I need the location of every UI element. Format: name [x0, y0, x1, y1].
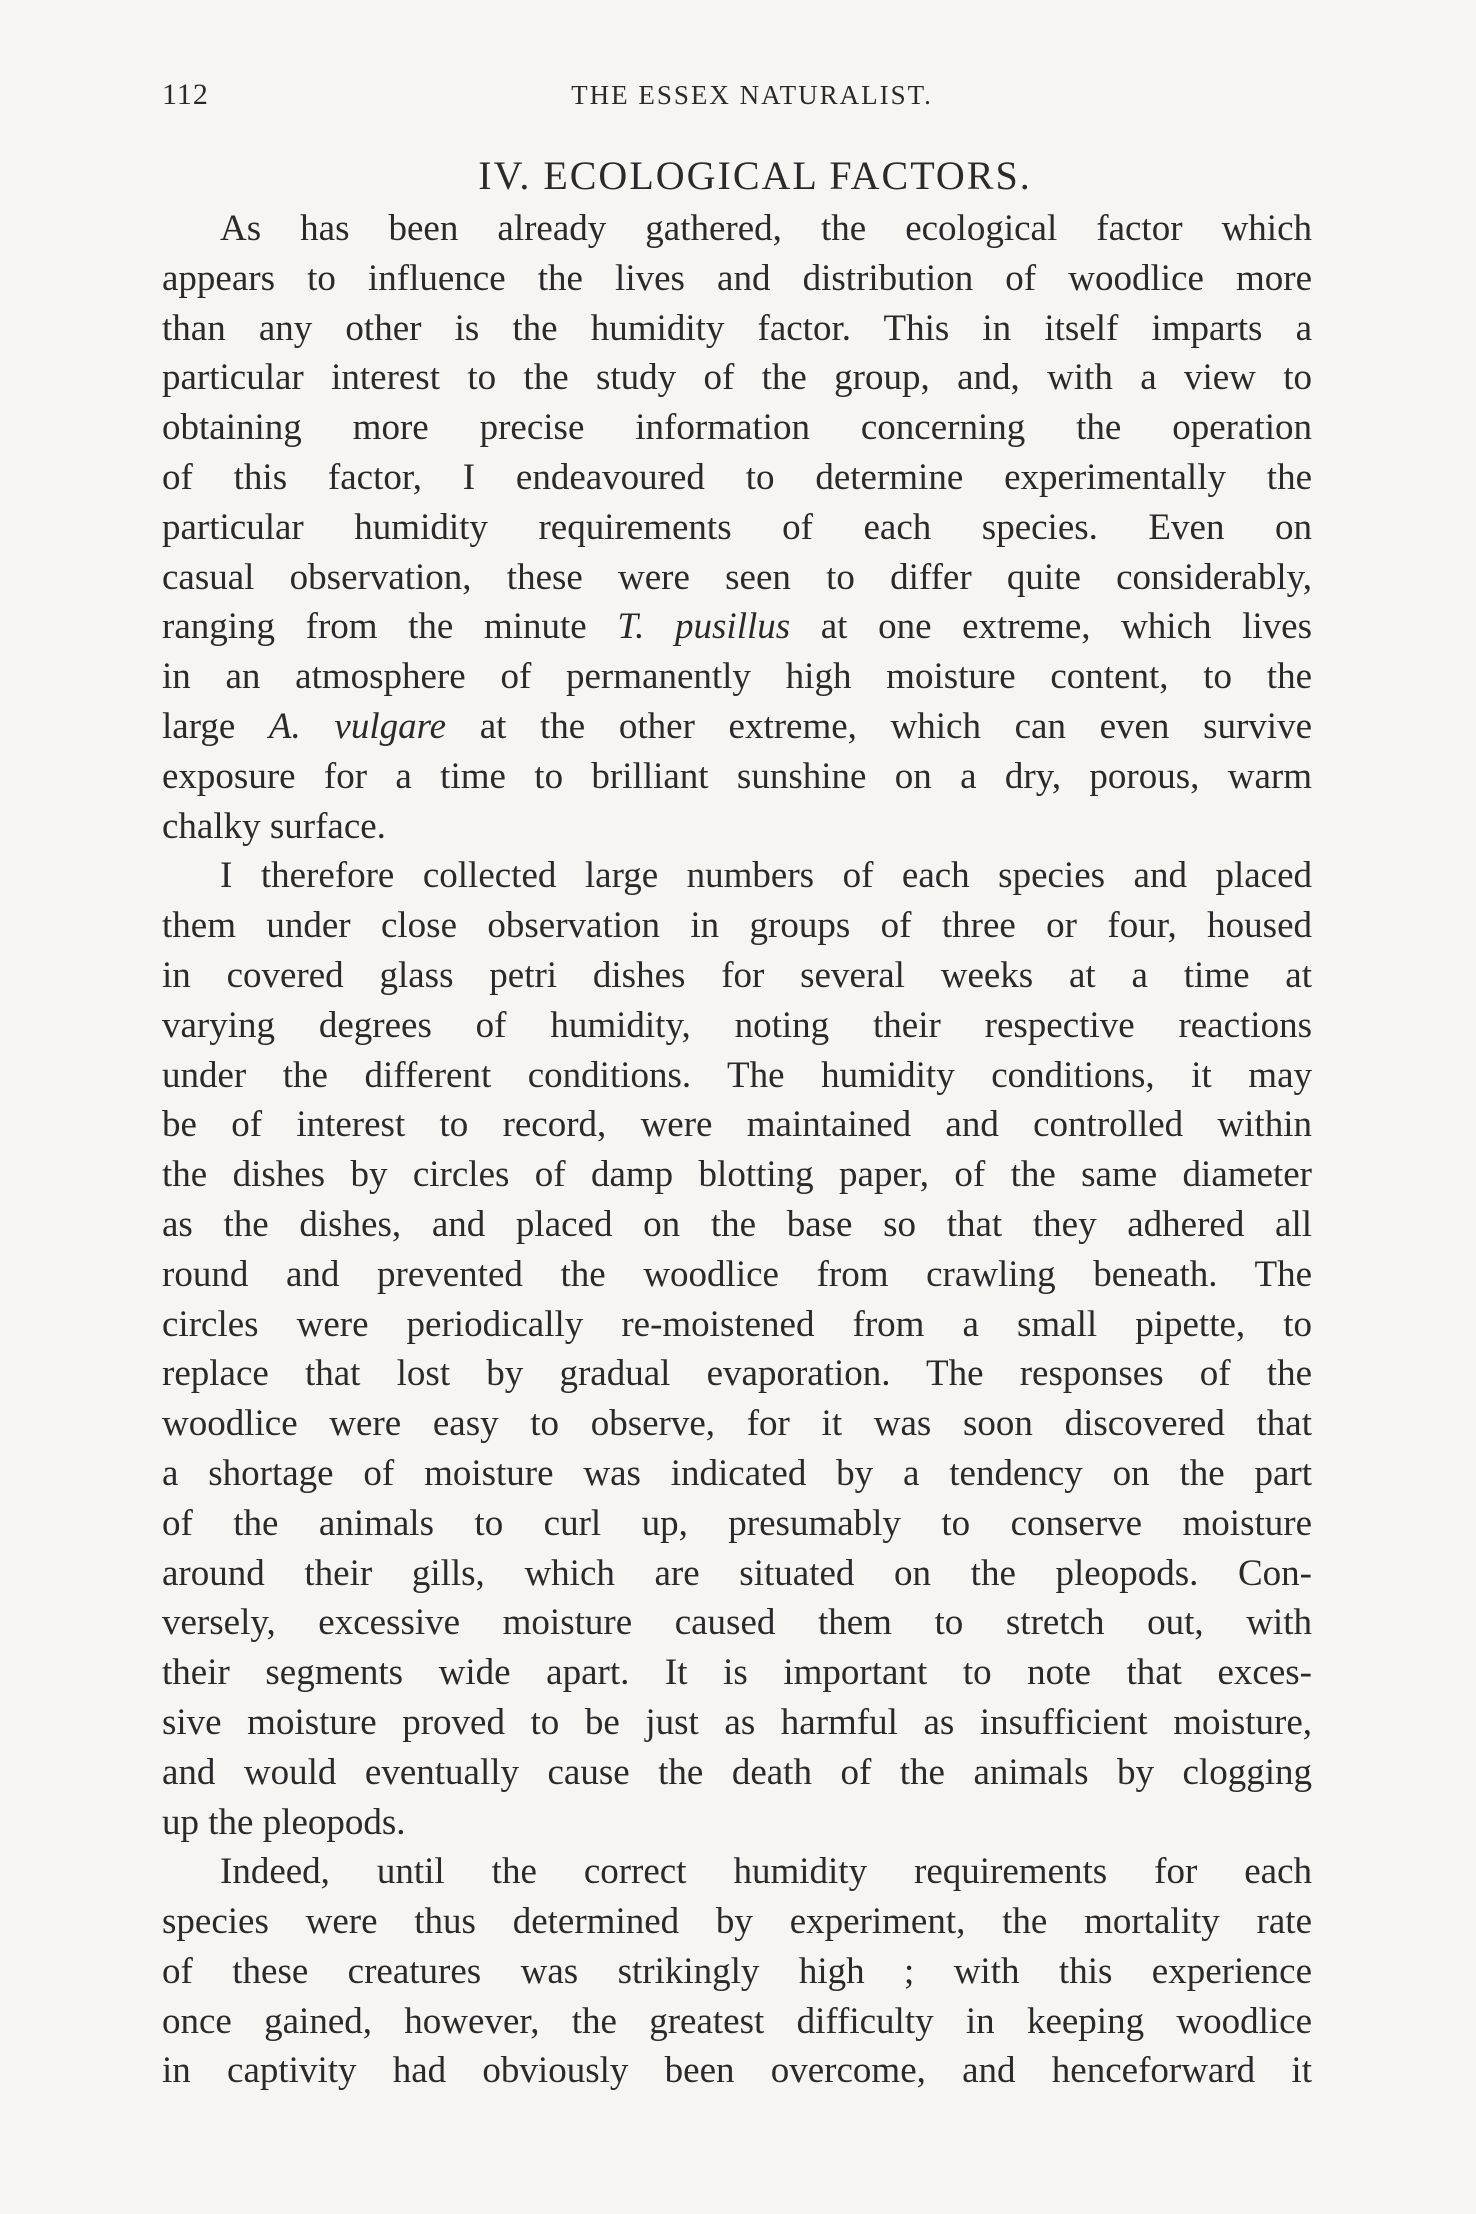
text-line: I therefore collected large numbers of each species and placed	[220, 855, 1312, 897]
text-line: sive moisture proved to be just as harmful as insufficient moisture,	[162, 1701, 1312, 1743]
paragraph-3	[162, 1847, 1312, 2096]
text-line: and would eventually cause the death of the animals by clogging	[162, 1751, 1312, 1793]
text-line: exposure for a time to brilliant sunshine on a dry, porous, warm	[162, 755, 1312, 797]
text-line: woodlice were easy to observe, for it was soon discovered that	[162, 1403, 1312, 1445]
text-line: in captivity had obviously been overcome, and henceforward it	[162, 2050, 1312, 2092]
paragraph-2	[162, 851, 1312, 1847]
body-text	[162, 204, 1312, 2096]
text-line: the dishes by circles of damp blotting paper, of the same diameter	[162, 1154, 1312, 1196]
text-line: particular interest to the study of the group, and, with a view to	[162, 357, 1312, 399]
text-line: species were thus determined by experiment, the mortality rate	[162, 1901, 1312, 1943]
text-line: than any other is the humidity factor. This in itself imparts a	[162, 307, 1312, 349]
text-line: casual observation, these were seen to differ quite considerably,	[162, 556, 1312, 598]
text-line: of these creatures was strikingly high ; with this experience	[162, 1950, 1312, 1992]
text-line: under the different conditions. The humidity conditions, it may	[162, 1054, 1312, 1096]
species-name: T. pusillus	[617, 606, 791, 648]
text-line: round and prevented the woodlice from crawling beneath. The	[162, 1253, 1312, 1295]
text-line: of the animals to curl up, presumably to conserve moisture	[162, 1502, 1312, 1544]
text-line: around their gills, which are situated on the pleopods. Con-	[162, 1552, 1312, 1594]
text-line: up the pleopods.	[162, 1801, 406, 1843]
text-line: versely, excessive moisture caused them to stretch out, with	[162, 1602, 1312, 1644]
text-line: in covered glass petri dishes for several weeks at a time at	[162, 954, 1312, 996]
text-line: varying degrees of humidity, noting their respective reactions	[162, 1004, 1312, 1046]
text-line: as the dishes, and placed on the base so that they adhered all	[162, 1203, 1312, 1245]
running-title: THE ESSEX NATURALIST.	[571, 80, 933, 110]
text-line: them under close observation in groups of three or four, housed	[162, 905, 1312, 947]
page-number: 112	[162, 78, 209, 111]
text-line: particular humidity requirements of each species. Even on	[162, 506, 1312, 548]
text-line: As has been already gathered, the ecological factor which	[220, 208, 1312, 249]
paragraph-1	[162, 204, 1312, 851]
text-line: replace that lost by gradual evaporation. The responses of the	[162, 1353, 1312, 1395]
text-line: in an atmosphere of permanently high moisture content, to the	[162, 656, 1312, 698]
text-line: a shortage of moisture was indicated by a tendency on the part	[162, 1452, 1312, 1494]
text-line: obtaining more precise information concerning the operation	[162, 407, 1312, 449]
text-line: of this factor, I endeavoured to determine experimentally the	[162, 456, 1312, 498]
text-line: ranging from the minute T. pusillus at one extreme, which lives	[162, 606, 1312, 648]
section-heading: IV. ECOLOGICAL FACTORS.	[478, 153, 1032, 198]
text-line: Indeed, until the correct humidity requirements for each	[220, 1851, 1312, 1893]
text-line: be of interest to record, were maintained and controlled within	[162, 1104, 1312, 1146]
text-line: appears to influence the lives and distribution of woodlice more	[162, 257, 1312, 299]
text-line: once gained, however, the greatest difficulty in keeping woodlice	[162, 2000, 1312, 2042]
text-line: their segments wide apart. It is important to note that exces-	[162, 1652, 1312, 1694]
running-head	[162, 78, 1312, 118]
text-line: chalky surface.	[162, 805, 386, 847]
species-name: A. vulgare	[268, 705, 447, 747]
text-line: large A. vulgare at the other extreme, which can even survive	[162, 705, 1312, 747]
text-line: circles were periodically re-moistened from a small pipette, to	[162, 1303, 1312, 1345]
